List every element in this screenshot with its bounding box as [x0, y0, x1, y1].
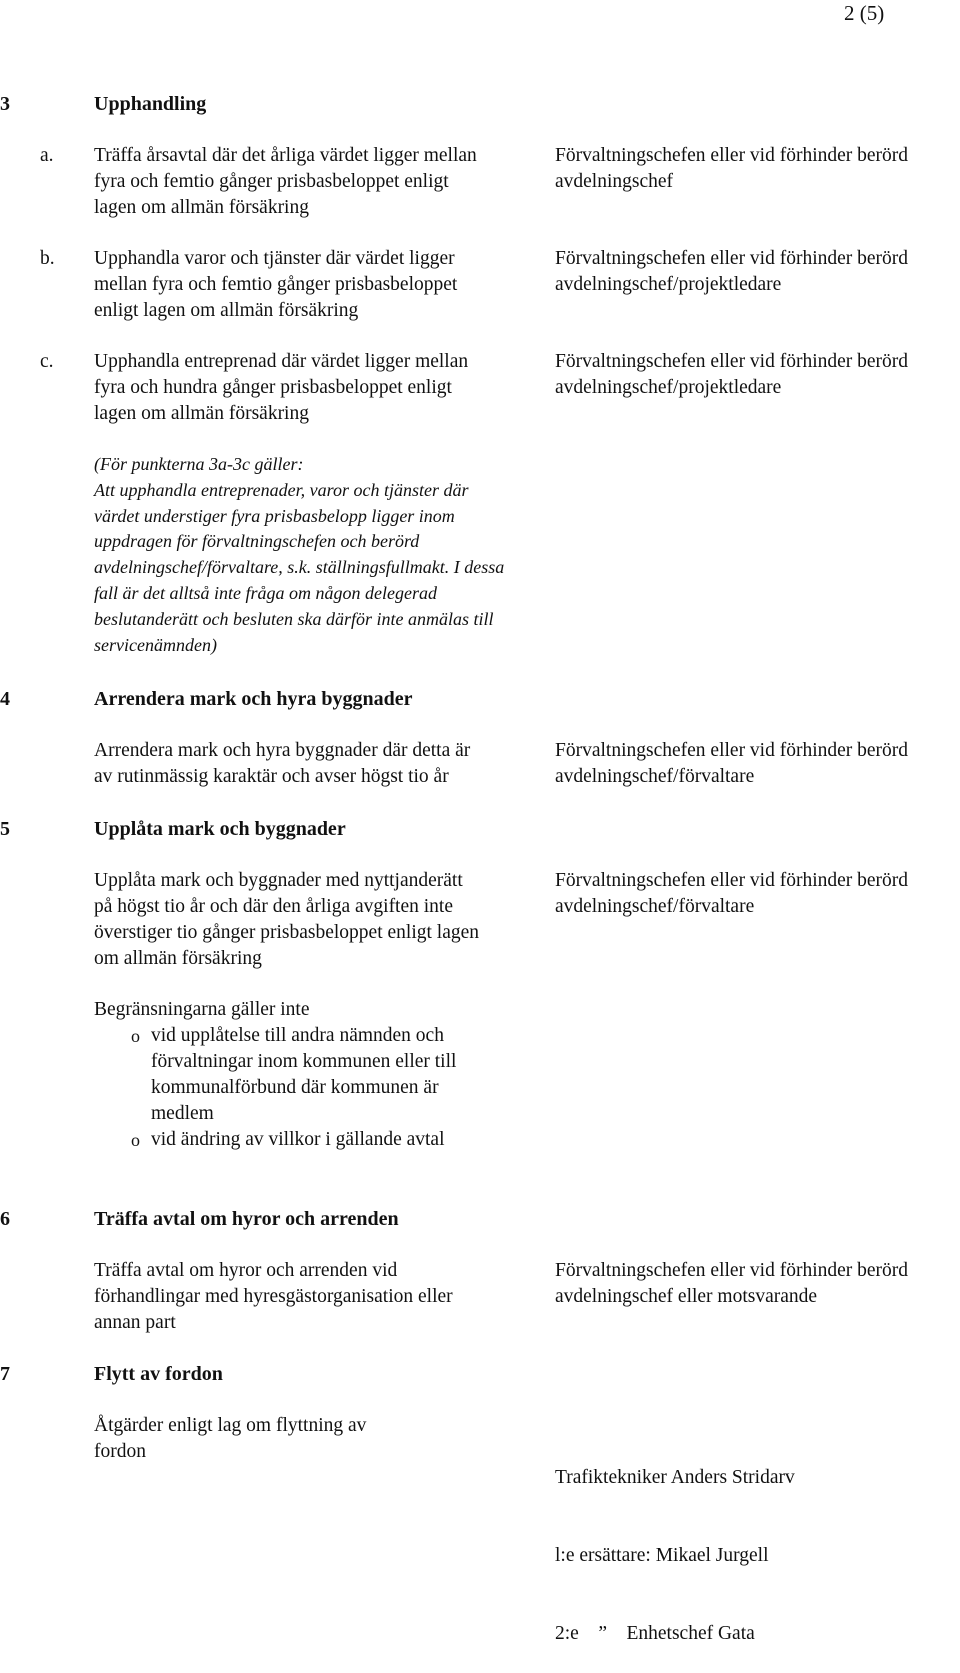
item-3c-description	[94, 349, 554, 427]
section-6-delegate	[555, 1258, 960, 1310]
item-3a-description	[94, 143, 554, 221]
text-line: avdelningschef	[555, 171, 674, 192]
text-line: mellan fyra och femtio gånger prisbasbeloppet	[94, 274, 458, 295]
item-3c-delegate	[555, 349, 960, 401]
text-line: avdelningschef/projektledare	[555, 377, 782, 398]
text-line: Träffa årsavtal där det årliga värdet ligger mellan	[94, 145, 477, 166]
text-line: 2:e ” Enhetschef Gata	[555, 1623, 755, 1644]
note-line: avdelningschef/förvaltare, s.k. ställningsfullmakt. I dessa	[94, 557, 505, 578]
bullet-icon: o	[131, 1130, 140, 1150]
section-4-number: 4	[0, 688, 10, 710]
text-line: fordon	[94, 1441, 146, 1462]
section-6-title: Träffa avtal om hyror och arrenden	[94, 1208, 399, 1230]
section-4-title: Arrendera mark och hyra byggnader	[94, 688, 413, 710]
section-6-number: 6	[0, 1208, 10, 1230]
text-line: lagen om allmän försäkring	[94, 197, 309, 218]
text-line: om allmän försäkring	[94, 948, 262, 969]
item-3b-delegate	[555, 246, 960, 298]
text-line: avdelningschef/projektledare	[555, 274, 782, 295]
section-7-delegate	[555, 1413, 960, 1673]
note-line: beslutanderätt och besluten ska därför inte anmälas till	[94, 608, 494, 629]
section-5-limits-heading: Begränsningarna gäller inte	[94, 999, 310, 1020]
text-line: Träffa avtal om hyror och arrenden vid	[94, 1260, 398, 1281]
text-line: Upphandla entreprenad där värdet ligger mellan	[94, 351, 469, 372]
text-line: Åtgärder enligt lag om flyttning av	[94, 1415, 367, 1436]
text-line: Trafiktekniker Anders Stridarv	[555, 1467, 795, 1488]
section-7-number: 7	[0, 1363, 10, 1385]
text-line: Förvaltningschefen eller vid förhinder berörd	[555, 351, 909, 372]
text-line: Arrendera mark och hyra byggnader där detta är	[94, 740, 471, 761]
list-item	[131, 1127, 551, 1153]
note-line: servicenämnden)	[94, 634, 217, 655]
text-line: kommunalförbund där kommunen är	[151, 1077, 439, 1098]
text-line: Förvaltningschefen eller vid förhinder berörd	[555, 740, 909, 761]
page-number: 2 (5)	[844, 1, 885, 25]
item-3b-description	[94, 246, 554, 324]
note-line: värdet understiger fyra prisbasbelopp ligger inom	[94, 505, 455, 526]
text-line: vid ändring av villkor i gällande avtal	[151, 1129, 445, 1150]
text-line: Upplåta mark och byggnader med nyttjanderätt	[94, 870, 463, 891]
note-line: Att upphandla entreprenader, varor och tjänster där	[94, 479, 469, 500]
text-line: medlem	[151, 1103, 214, 1124]
text-line: avdelningschef/förvaltare	[555, 766, 755, 787]
note-line: fall är det alltså inte fråga om någon delegerad	[94, 582, 437, 603]
bullet-icon: o	[131, 1026, 140, 1046]
section-5-description	[94, 868, 554, 972]
section-5-delegate	[555, 868, 960, 920]
text-line: annan part	[94, 1312, 176, 1333]
item-3c-label: c.	[40, 351, 54, 372]
text-line: enligt lagen om allmän försäkring	[94, 300, 359, 321]
text-line: på högst tio år och där den årliga avgiften inte	[94, 896, 453, 917]
item-3b-label: b.	[40, 248, 55, 269]
section-4-delegate	[555, 738, 960, 790]
text-line: vid upplåtelse till andra nämnden och	[151, 1025, 444, 1046]
note-line: uppdragen för förvaltningschefen och berörd	[94, 531, 420, 552]
section-7-description	[94, 1413, 554, 1465]
text-line: av rutinmässig karaktär och avser högst tio år	[94, 766, 449, 787]
text-line: Upphandla varor och tjänster där värdet ligger	[94, 248, 455, 269]
section-6-description	[94, 1258, 554, 1336]
section-3-title: Upphandling	[94, 93, 207, 115]
text-line: fyra och femtio gånger prisbasbeloppet enligt	[94, 171, 449, 192]
text-line: Förvaltningschefen eller vid förhinder berörd	[555, 248, 909, 269]
section-3-number: 3	[0, 93, 10, 115]
section-3-note	[94, 452, 534, 658]
text-line: Förvaltningschefen eller vid förhinder berörd	[555, 1260, 909, 1281]
text-line: l:e ersättare: Mikael Jurgell	[555, 1545, 769, 1566]
section-7-title: Flytt av fordon	[94, 1363, 223, 1385]
text-line: avdelningschef eller motsvarande	[555, 1286, 818, 1307]
note-line: (För punkterna 3a-3c gäller:	[94, 454, 304, 474]
text-line: Förvaltningschefen eller vid förhinder berörd	[555, 145, 909, 166]
section-5-title: Upplåta mark och byggnader	[94, 818, 346, 840]
text-line: lagen om allmän försäkring	[94, 403, 309, 424]
text-line: förvaltningar inom kommunen eller till	[151, 1051, 457, 1072]
text-line: avdelningschef/förvaltare	[555, 896, 755, 917]
bullet-text	[151, 1127, 445, 1153]
text-line: överstiger tio gånger prisbasbeloppet enligt lagen	[94, 922, 480, 943]
text-line: fyra och hundra gånger prisbasbeloppet enligt	[94, 377, 452, 398]
text-line: förhandlingar med hyresgästorganisation eller	[94, 1286, 453, 1307]
section-4-description	[94, 738, 554, 790]
section-5-bullet-list	[131, 1023, 551, 1153]
item-3a-delegate	[555, 143, 960, 195]
text-line: Förvaltningschefen eller vid förhinder berörd	[555, 870, 909, 891]
bullet-text	[151, 1023, 456, 1127]
item-3a-label: a.	[40, 145, 54, 166]
list-item	[131, 1023, 551, 1127]
section-5-number: 5	[0, 818, 10, 840]
